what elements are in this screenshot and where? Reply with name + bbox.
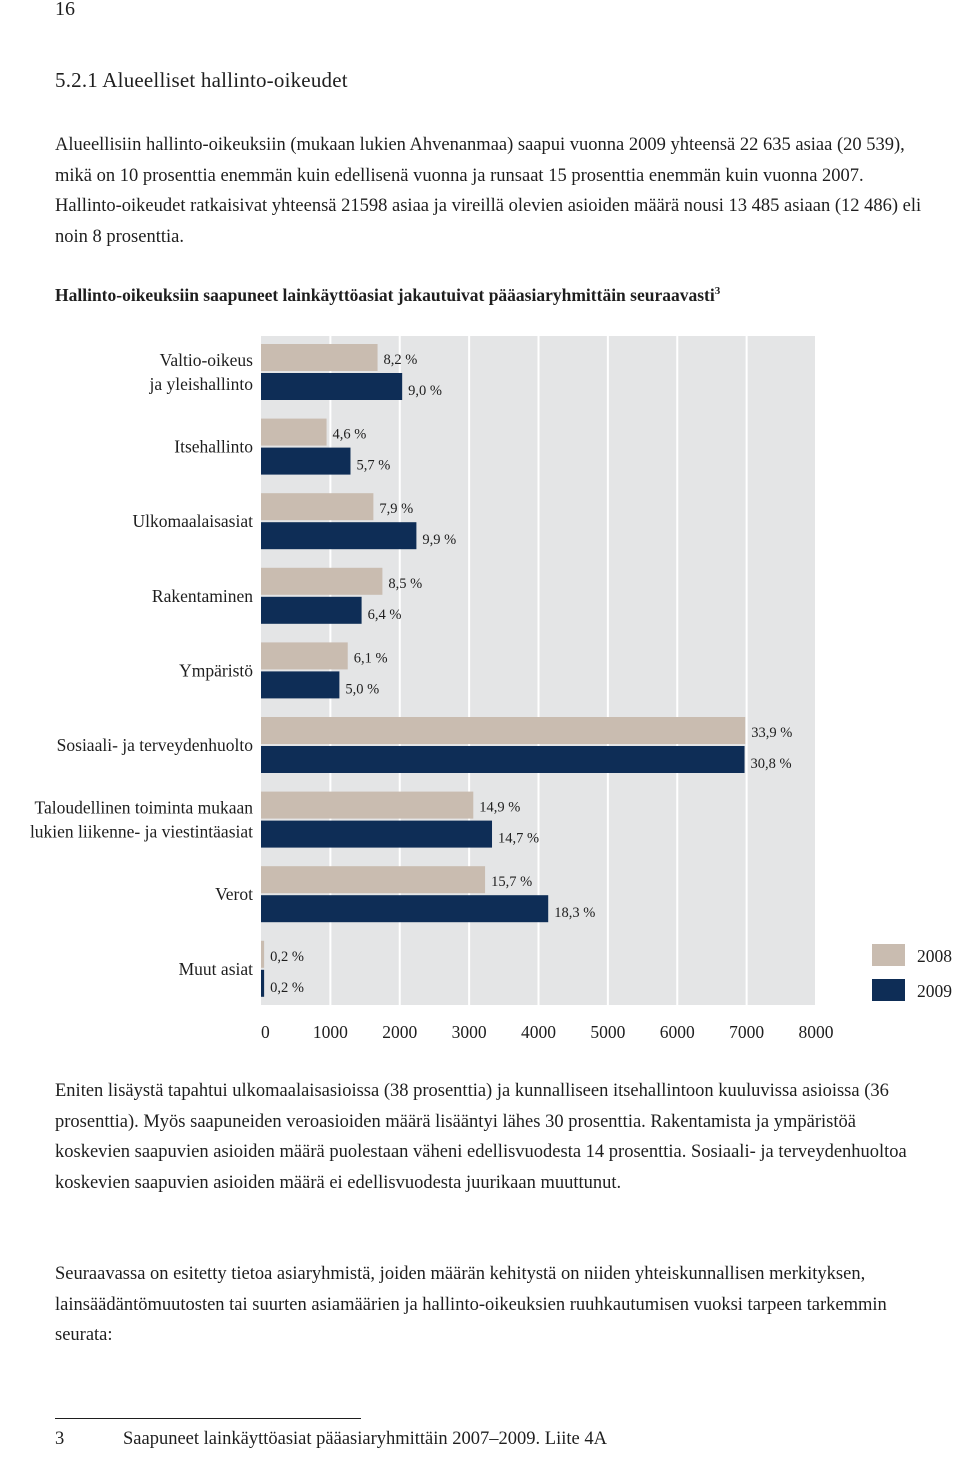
x-tick-label: 8000 (798, 1022, 834, 1042)
data-label-2008: 8,5 % (388, 575, 423, 592)
page-number: 16 (55, 0, 75, 20)
bar-chart (0, 330, 960, 1050)
data-label-2009: 18,3 % (554, 905, 596, 922)
footnote-text: Saapuneet lainkäyttöasiat pääasiaryhmittäin 2007–2009. Liite 4A (123, 1429, 607, 1449)
footnote-reference: 3 (714, 285, 721, 298)
data-label-2009: 9,0 % (408, 383, 443, 399)
data-label-2008: 4,6 % (332, 426, 367, 443)
footnote-number: 3 (55, 1429, 65, 1449)
category-label: Sosiaali- ja terveydenhuolto (56, 735, 253, 755)
legend-swatch-2009 (872, 979, 905, 1001)
category-label: Ulkomaalaisasiat (132, 511, 253, 532)
data-label-2009: 14,7 % (498, 830, 540, 847)
chart-title-text: Hallinto-oikeuksiin saapuneet lainkäyttöasiat jakautuivat pääasiaryhmittäin seuraavasti (55, 285, 715, 305)
bar-2009 (261, 373, 402, 400)
bar-2008 (261, 344, 378, 371)
bar-2008 (261, 792, 473, 819)
data-label-2009: 9,9 % (422, 532, 457, 549)
legend-label: 2008 (917, 946, 952, 966)
x-tick-label: 5000 (590, 1022, 626, 1042)
bar-2009 (261, 895, 548, 922)
bar-2008 (261, 941, 264, 968)
bar-2008 (261, 717, 745, 744)
data-label-2009: 0,2 % (270, 979, 304, 996)
bar-2008 (261, 866, 485, 893)
x-tick-label: 2000 (382, 1022, 418, 1042)
category-label: Verot (215, 884, 253, 905)
bar-2008 (261, 642, 348, 669)
category-label: ja yleishallinto (149, 374, 253, 394)
data-label-2009: 30,8 % (750, 756, 792, 772)
x-tick-label: 0 (261, 1022, 270, 1042)
category-label: Itsehallinto (174, 436, 253, 457)
x-tick-label: 4000 (521, 1022, 556, 1042)
x-tick-label: 1000 (312, 1022, 348, 1042)
footnote (55, 1429, 607, 1450)
data-label-2009: 5,7 % (356, 457, 391, 474)
bar-2008 (261, 419, 327, 446)
category-label: lukien liikenne- ja viestintäasiat (29, 821, 253, 842)
footnote-divider (55, 1418, 361, 1419)
data-label-2009: 6,4 % (367, 606, 402, 623)
bar-2008 (261, 568, 382, 595)
category-label: Muut asiat (178, 958, 253, 979)
category-label: Ympäristö (179, 660, 253, 681)
data-label-2008: 15,7 % (491, 874, 533, 891)
legend-swatch-2008 (872, 944, 905, 966)
bar-2009 (261, 597, 362, 624)
bar-2009 (261, 821, 492, 848)
data-label-2008: 8,2 % (383, 352, 418, 368)
category-label: Rakentaminen (151, 585, 253, 606)
bar-2009 (261, 671, 339, 698)
bar-2009 (261, 970, 264, 997)
data-label-2008: 6,1 % (353, 650, 388, 667)
x-tick-label: 7000 (729, 1022, 765, 1042)
bar-2009 (261, 522, 416, 549)
intro-paragraph: Alueellisiin hallinto-oikeuksiin (mukaan lukien Ahvenanmaa) saapui vuonna 2009 yhteensä 22 635 asiaa (20 539), mikä on 10 prosenttia enemmän kuin edellisenä vuonna ja runsaat 15 prosenttia enemmän kuin vuonna 2007. Hallinto-oikeudet ratkaisivat yhteensä 21598 asiaa ja vireillä olevien asioiden määrä nousi 13 485 asiaan (12 486) eli noin 8 prosenttia. (55, 135, 922, 247)
bar-2009 (261, 448, 350, 475)
x-tick-label: 6000 (659, 1022, 695, 1042)
section-heading: 5.2.1 Alueelliset hallinto-oikeudet (55, 68, 348, 92)
bar-2009 (261, 746, 745, 773)
followup-paragraph: Seuraavassa on esitetty tietoa asiaryhmistä, joiden määrän kehitystä on niiden yhteiskunnallisen merkityksen, lainsäädäntömuutosten tai suurten asiamäärien ja hallinto-oikeuksien ruuhkautumisen vuoksi tarpeen tarkemmin seurata: (55, 1264, 887, 1345)
data-label-2008: 14,9 % (479, 799, 521, 816)
bar-2008 (261, 493, 373, 520)
data-label-2009: 5,0 % (345, 681, 380, 698)
analysis-paragraph: Eniten lisäystä tapahtui ulkomaalaisasioissa (38 prosenttia) ja kunnalliseen itsehallintoon kuuluvissa asioissa (36 prosenttia). Myös saapuneiden veroasioiden määrä lisääntyi lähes 30 prosenttia. Rakentamista ja ympäristöä koskevien saapuvien asioiden määrä puolestaan väheni edellisvuodesta 14 prosenttia. Sosiaali- ja terveydenhuoltoa koskevien saapuvien asioiden määrä ei edellisvuodesta juurikaan muuttunut. (55, 1081, 907, 1193)
category-label: Taloudellinen toiminta mukaan (34, 797, 253, 818)
data-label-2008: 0,2 % (270, 948, 304, 965)
data-label-2008: 7,9 % (379, 501, 414, 518)
category-label: Valtio-oikeus (159, 350, 253, 370)
data-label-2008: 33,9 % (751, 725, 793, 741)
chart-title (55, 285, 720, 306)
legend-label: 2009 (917, 981, 952, 1001)
x-tick-label: 3000 (451, 1022, 487, 1042)
